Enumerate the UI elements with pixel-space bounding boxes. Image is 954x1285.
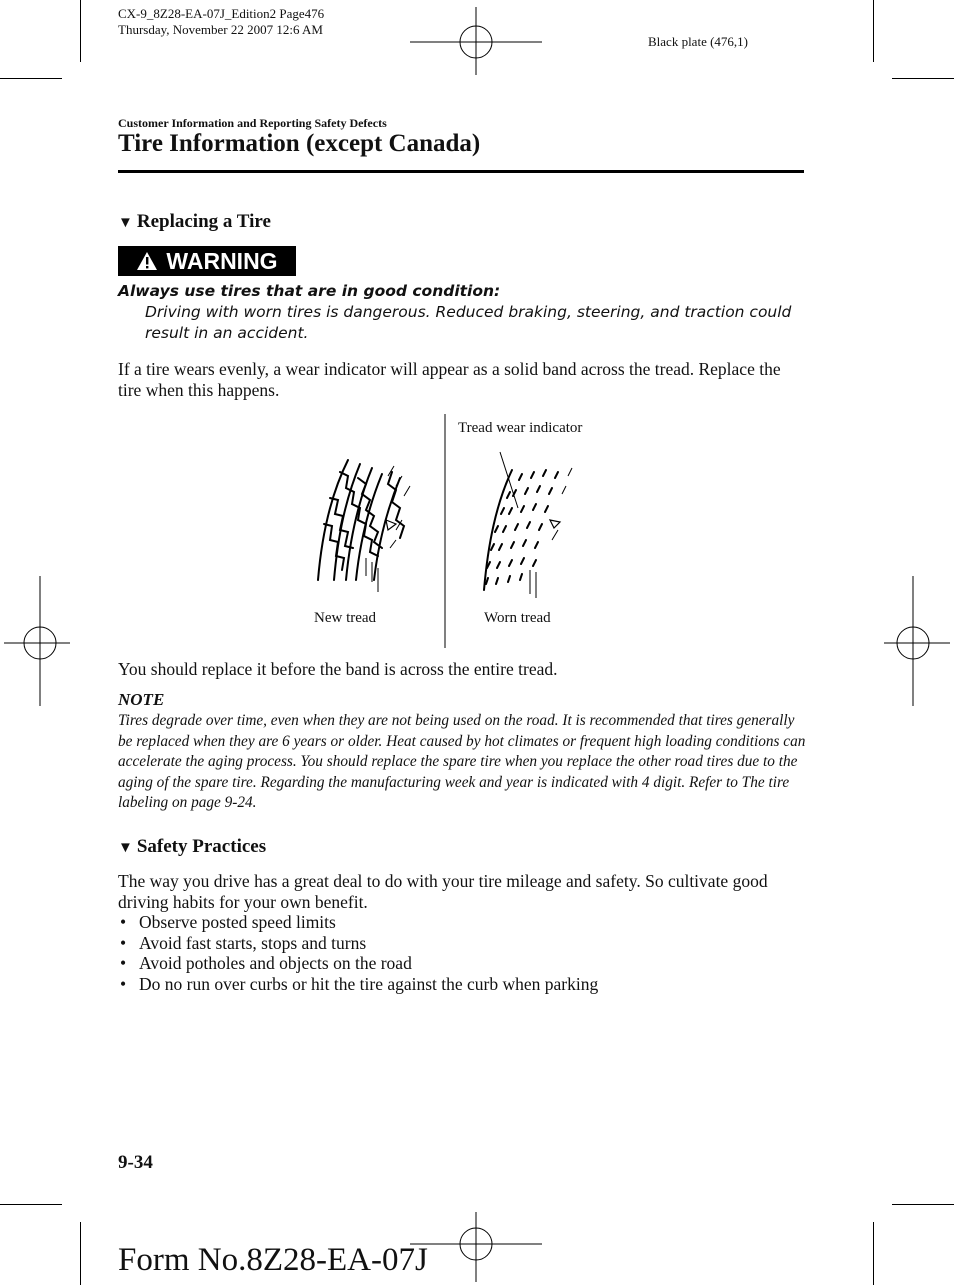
warning-badge bbox=[118, 246, 296, 276]
registration-mark-left bbox=[4, 576, 70, 706]
list-item: • Avoid potholes and objects on the road bbox=[118, 953, 598, 974]
warning-triangle-icon bbox=[136, 251, 158, 271]
worn-tread-drawing bbox=[484, 470, 558, 590]
section-label: Customer Information and Reporting Safety Defects bbox=[118, 116, 387, 130]
triangle-down-icon: ▼ bbox=[118, 215, 133, 231]
replacing-heading-text: Replacing a Tire bbox=[136, 211, 271, 232]
tread-wear-indicator-label: Tread wear indicator bbox=[458, 420, 583, 436]
new-tread-label: New tread bbox=[314, 610, 377, 626]
registration-mark-right bbox=[884, 576, 950, 706]
new-tread-indicator-mark bbox=[386, 520, 396, 530]
page-number: 9-34 bbox=[118, 1152, 153, 1173]
warning-label: WARNING bbox=[166, 247, 278, 274]
form-number: Form No.8Z28-EA-07J bbox=[118, 1242, 428, 1278]
title-rule bbox=[118, 170, 804, 173]
new-tread-drawing bbox=[318, 460, 404, 580]
safety-bullet-list bbox=[118, 912, 598, 995]
safety-paragraph: The way you drive has a great deal to do with your tire mileage and safety. So cultivate good driving habits for your own benefit. bbox=[118, 871, 768, 912]
wear-indicator-paragraph: If a tire wears evenly, a wear indicator will appear as a solid band across the tread. Replace the tire when this happens. bbox=[118, 359, 781, 400]
registration-mark-bottom bbox=[410, 1212, 542, 1282]
print-date-line: Thursday, November 22 2007 12:6 AM bbox=[118, 22, 323, 37]
registration-mark-top bbox=[410, 5, 542, 75]
worn-tread-indicator-mark bbox=[550, 520, 560, 528]
plate-info: Black plate (476,1) bbox=[648, 34, 748, 49]
replacing-heading bbox=[118, 211, 271, 233]
replace-band-paragraph: You should replace it before the band is across the entire tread. bbox=[118, 659, 558, 679]
list-item: • Observe posted speed limits bbox=[118, 912, 598, 933]
print-metadata bbox=[118, 6, 324, 38]
note-text: Tires degrade over time, even when they are not being used on the road. It is recommended that tires generally be replaced when they are 6 years or older. Heat caused by hot climates or frequent high loading conditions can accelerate the aging process. You should replace the spare tire when you replace the other road tires due to the aging of the spare tire. Regarding the manufacturing week and year is indicated with 4 digit. Refer to The tire labeling on page 9-24. bbox=[118, 712, 806, 812]
warning-lead: Always use tires that are in good condition: bbox=[118, 282, 501, 300]
print-job-line: CX-9_8Z28-EA-07J_Edition2 Page476 bbox=[118, 6, 325, 21]
list-item: • Avoid fast starts, stops and turns bbox=[118, 933, 598, 954]
worn-tread-label: Worn tread bbox=[484, 610, 551, 626]
safety-heading-text: Safety Practices bbox=[136, 836, 267, 857]
warning-body: Driving with worn tires is dangerous. Reduced braking, steering, and traction could result in an accident. bbox=[145, 303, 792, 342]
page-title: Tire Information (except Canada) bbox=[118, 130, 481, 157]
list-item: • Do no run over curbs or hit the tire against the curb when parking bbox=[118, 974, 598, 995]
safety-heading bbox=[118, 836, 266, 858]
note-title: NOTE bbox=[118, 690, 165, 709]
triangle-down-icon: ▼ bbox=[118, 840, 133, 856]
